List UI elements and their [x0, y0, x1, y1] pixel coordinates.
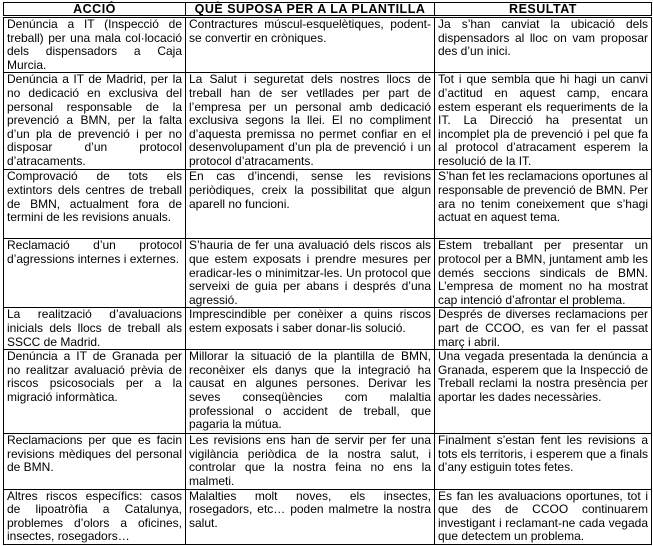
suposa-cell: Imprescindible per conèixer a quins riscos estem exposats i saber donar-lis solució.: [186, 308, 435, 350]
table-row: [4, 17, 652, 73]
suposa-cell: Millorar la situació de la plantilla de BMN, reconèixer els danys que la integració ha causat en algunes persones. Derivar les seves conseqüències com malaltia professional o accident de treball, que pagaria la mútua.: [186, 350, 435, 434]
accio-cell: Reclamació d’un protocol d’agressions internes i externes.: [4, 239, 186, 308]
accio-cell: Altres riscos específics: casos de lipoatròfia a Catalunya, problemes d’olors a oficines, insectes, rosegadors…: [4, 489, 186, 544]
table-row: [4, 350, 652, 434]
suposa-cell: Contractures múscul-esquelètiques, podent-se convertir en cròniques.: [186, 17, 435, 73]
accio-cell: Denúncia a IT (Inspecció de treball) per una mala col·locació dels dispensadors a Caja Murcia.: [4, 17, 186, 73]
resultat-cell: Després de diverses reclamacions per part de CCOO, es van fer el passat març i abril.: [435, 308, 652, 350]
resultat-cell: Una vegada presentada la denúncia a Granada, esperem que la Inspecció de Treball reclami la nostra presència per aportar les dades necessàries.: [435, 350, 652, 434]
table-row: [4, 239, 652, 308]
resultat-cell: S’han fet les reclamacions oportunes al responsable de prevenció de BMN. Per ara no tenim coneixement que s’hagi actuat en aquest tema.: [435, 170, 652, 239]
accio-cell: La realització d’avaluacions inicials dels llocs de treball als SSCC de Madrid.: [4, 308, 186, 350]
accio-cell: Comprovació de tots els extintors dels centres de treball de BMN, actualment fora de termini de les revisions anuals.: [4, 170, 186, 239]
resultat-cell: Tot i que sembla que hi hagi un canvi d’actitud en aquest camp, encara estem esperant els requeriments de la IT. La Direcció ha presentat un incomplet pla de prevenció i pel que fa al protocol d’atracament esperem la resolució de la IT.: [435, 73, 652, 170]
actions-table: [3, 2, 652, 545]
table-row: [4, 73, 652, 170]
resultat-cell: Estem treballant per presentar un protocol per a BMN, juntament amb les demés seccions sindicals de BMN. L’empresa de moment no ha mostrat cap intenció d’afrontar el problema.: [435, 239, 652, 308]
suposa-cell: S’hauria de fer una avaluació dels riscos als que estem exposats i prendre mesures per eradicar-les o minimitzar-les. Un protocol que serveixi de guia per abans i després d’una agressió.: [186, 239, 435, 308]
resultat-cell: Ja s’han canviat la ubicació dels dispensadors al lloc on vam proposar des d’un inici.: [435, 17, 652, 73]
resultat-cell: Finalment s’estan fent les revisions a tots els territoris, i esperem que a finals d’any estiguin totes fetes.: [435, 434, 652, 489]
header-que-suposa: QUÈ SUPOSA PER A LA PLANTILLA: [186, 3, 435, 17]
suposa-cell: Les revisions ens han de servir per fer una vigilància periòdica de la nostra salut, i controlar que la nostra feina no ens la malmeti.: [186, 434, 435, 489]
table-row: [4, 434, 652, 489]
resultat-cell: Es fan les avaluacions oportunes, tot i que des de CCOO continuarem investigant i reclamant-ne cada vegada que detectem un problema.: [435, 489, 652, 544]
suposa-cell: En cas d’incendi, sense les revisions periòdiques, creix la possibilitat que algun aparell no funcioni.: [186, 170, 435, 239]
accio-cell: Reclamacions per que es facin revisions mèdiques del personal de BMN.: [4, 434, 186, 489]
accio-cell: Denúncia a IT de Madrid, per la no dedicació en exclusiva del personal responsable de la prevenció a BMN, per la falta d’un pla de prevenció i per no disposar d’un protocol d’atracaments.: [4, 73, 186, 170]
suposa-cell: La Salut i seguretat dels nostres llocs de treball han de ser vetllades per part de l’empresa per un personal amb dedicació exclusiva segons la llei. El no compliment d’aquesta premissa no permet confiar en el desenvolupament d’un pla de prevenció i un protocol d’atracaments.: [186, 73, 435, 170]
suposa-cell: Malalties molt noves, els insectes, rosegadors, etc… poden malmetre la nostra salut.: [186, 489, 435, 544]
table-row: [4, 170, 652, 239]
table-row: [4, 489, 652, 544]
header-resultat: RESULTAT: [435, 3, 652, 17]
accio-cell: Denúncia a IT de Granada per no realitzar avaluació prèvia de riscos psicosocials per a la migració informàtica.: [4, 350, 186, 434]
table-row: [4, 308, 652, 350]
header-row: [4, 3, 652, 17]
header-accio: ACCIÓ: [4, 3, 186, 17]
